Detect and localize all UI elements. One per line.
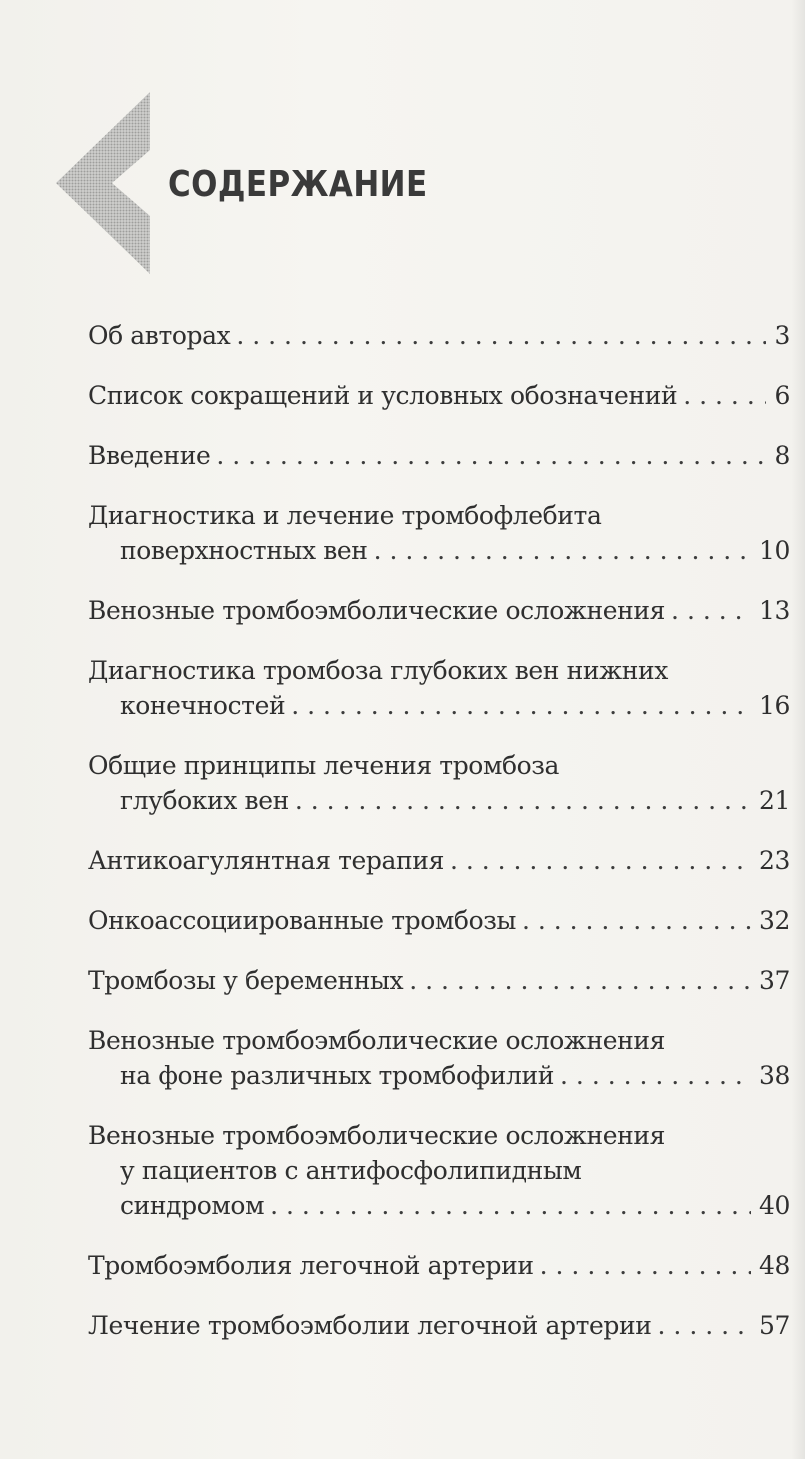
toc-entry (88, 438, 790, 473)
toc-entry-line (88, 533, 790, 568)
toc-leader-dots (658, 1308, 751, 1343)
toc-entry-line (88, 1308, 790, 1343)
toc-page-number: 13 (758, 596, 790, 625)
toc-entry-title: Онкоассоциированные тромбозы (88, 906, 516, 935)
toc-leader-dots (291, 688, 751, 723)
toc-entry (88, 1118, 790, 1223)
toc-leader-dots (295, 783, 751, 818)
toc-entry-title: Венозные тромбоэмболические осложнения (88, 1121, 666, 1150)
toc-entry-title: Об авторах (88, 321, 231, 350)
toc-entry-line (88, 1058, 790, 1093)
toc-page-number: 37 (758, 966, 790, 995)
toc-page-number: 32 (758, 906, 790, 935)
toc-entry (88, 1248, 790, 1283)
toc-leader-dots (270, 1188, 751, 1223)
toc-entry-title: Венозные тромбоэмболические осложнения (88, 596, 666, 625)
toc-leader-dots (374, 533, 751, 568)
toc-leader-dots (236, 318, 766, 353)
toc-page-number: 23 (758, 846, 790, 875)
toc-page-number: 40 (758, 1191, 790, 1220)
toc-leader-dots (409, 963, 751, 998)
chevron-decoration-icon (56, 92, 150, 274)
toc-entry-line (88, 1248, 790, 1283)
toc-entry (88, 378, 790, 413)
toc-entry-line (88, 843, 790, 878)
toc-entry-title: Диагностика и лечение тромбофлебита (88, 501, 602, 530)
toc-leader-dots (560, 1058, 751, 1093)
toc-page-number: 10 (758, 536, 790, 565)
toc-leader-dots (540, 1248, 751, 1283)
toc-entry-title: у пациентов с антифосфолипидным (120, 1156, 582, 1185)
table-of-contents (88, 318, 790, 1368)
toc-page-number: 6 (774, 381, 790, 410)
toc-page-number: 3 (774, 321, 790, 350)
toc-entry-title: Тромбозы у беременных (88, 966, 404, 995)
toc-entry-title: Список сокращений и условных обозначений (88, 381, 678, 410)
toc-entry-line (88, 903, 790, 938)
toc-entry (88, 843, 790, 878)
toc-page-number: 8 (774, 441, 790, 470)
toc-entry-line (88, 318, 790, 353)
toc-leader-dots (522, 903, 751, 938)
toc-leader-dots (450, 843, 751, 878)
toc-entry (88, 903, 790, 938)
toc-entry-line (88, 1188, 790, 1223)
toc-page-number: 38 (758, 1061, 790, 1090)
toc-entry-title: Введение (88, 441, 211, 470)
toc-entry-title: Венозные тромбоэмболические осложнения (88, 1026, 666, 1055)
toc-entry (88, 748, 790, 818)
toc-entry-title: синдромом (120, 1191, 265, 1220)
toc-page-number: 21 (758, 786, 790, 815)
toc-entry (88, 498, 790, 568)
toc-page-number: 57 (758, 1311, 790, 1340)
toc-entry-title: Лечение тромбоэмболии легочной артерии (88, 1311, 652, 1340)
toc-leader-dots (216, 438, 766, 473)
toc-leader-dots (671, 593, 751, 628)
toc-entry-title: поверхностных вен (120, 536, 368, 565)
toc-entry-title: глубоких вен (120, 786, 289, 815)
toc-entry (88, 593, 790, 628)
toc-entry (88, 318, 790, 353)
toc-entry-title: Тромбоэмболия легочной артерии (88, 1251, 534, 1280)
toc-entry-line (88, 438, 790, 473)
page-edge-shadow (791, 0, 805, 1459)
toc-entry-title: конечностей (120, 691, 286, 720)
toc-entry-line (88, 378, 790, 413)
toc-entry-title: на фоне различных тромбофилий (120, 1061, 555, 1090)
page-title: СОДЕРЖАНИЕ (168, 164, 428, 205)
toc-entry-line (88, 963, 790, 998)
toc-entry (88, 1023, 790, 1093)
toc-entry-title: Антикоагулянтная терапия (88, 846, 444, 875)
toc-entry-line (88, 688, 790, 723)
toc-page-number: 16 (758, 691, 790, 720)
toc-entry (88, 653, 790, 723)
toc-page-number: 48 (758, 1251, 790, 1280)
toc-entry (88, 1308, 790, 1343)
toc-entry-title: Общие принципы лечения тромбоза (88, 751, 560, 780)
toc-entry-line (88, 593, 790, 628)
toc-leader-dots (683, 378, 766, 413)
toc-entry-line (88, 783, 790, 818)
toc-entry (88, 963, 790, 998)
toc-entry-title: Диагностика тромбоза глубоких вен нижних (88, 656, 668, 685)
